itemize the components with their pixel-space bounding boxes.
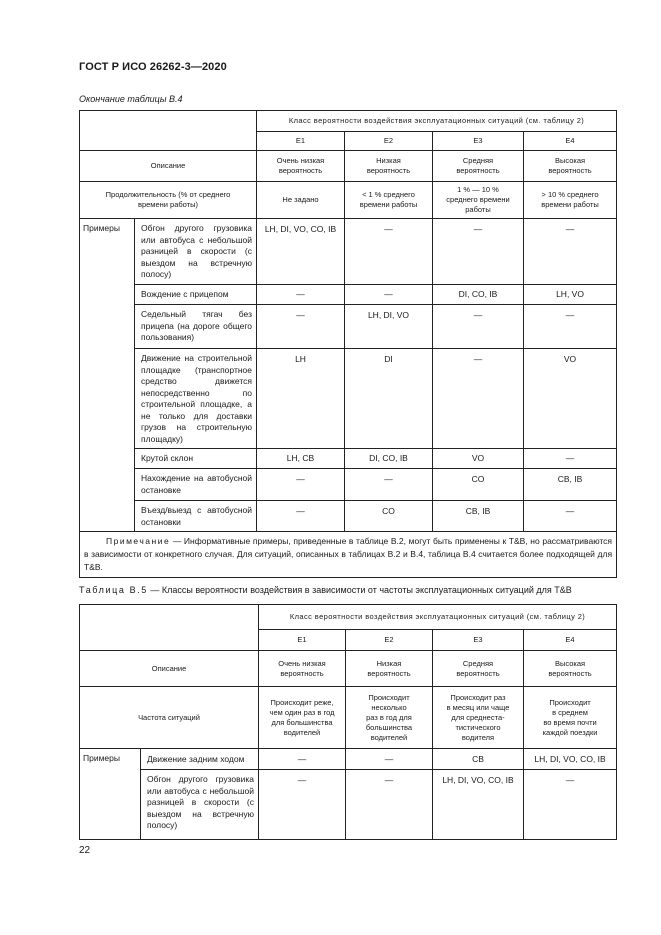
value-cell: DI <box>345 349 433 449</box>
value-cell: LH, DI, VO, CO, IB <box>524 749 617 770</box>
value-cell: — <box>524 770 617 840</box>
class-e4: E4 <box>524 630 617 651</box>
table-b5 <box>79 604 617 840</box>
description-e2: Низкая вероятность <box>345 151 433 182</box>
situation-cell: Движение на строительной площадке (транспортное средство движется непосредственно по строительной площадке, а не только для доставки грузов на строительную площадку) <box>135 349 257 449</box>
value-cell: — <box>257 501 345 532</box>
value-cell: — <box>346 749 433 770</box>
table-b5-corner <box>80 605 259 651</box>
value-cell: — <box>259 770 346 840</box>
value-cell: — <box>524 305 617 349</box>
value-cell: — <box>524 449 617 469</box>
value-cell: — <box>259 749 346 770</box>
examples-label: Примеры <box>80 219 135 532</box>
value-cell: DI, CO, IB <box>433 285 524 305</box>
duration-e3: 1 % — 10 % среднего времени работы <box>433 182 524 219</box>
value-cell: — <box>257 285 345 305</box>
class-e1: E1 <box>257 132 345 151</box>
situation-cell: Обгон другого грузовика или автобуса с небольшой разницей в скорости (с выездом на встречную полосу) <box>141 770 259 840</box>
description-e3: Средняя вероятность <box>433 651 524 687</box>
class-e2: E2 <box>346 630 433 651</box>
value-cell: — <box>433 305 524 349</box>
frequency-e4: Происходит в среднем во время почти каждой поездки <box>524 687 617 749</box>
value-cell: — <box>345 219 433 285</box>
situation-cell: Движение задним ходом <box>141 749 259 770</box>
class-e1: E1 <box>259 630 346 651</box>
frequency-e1: Происходит реже, чем один раз в год для большинства водителей <box>259 687 346 749</box>
document-header-title: ГОСТ Р ИСО 26262-3—2020 <box>79 61 227 73</box>
class-e2: E2 <box>345 132 433 151</box>
situation-cell: Седельный тягач без прицепа (на дороге общего пользования) <box>135 305 257 349</box>
situation-cell: Вождение с прицепом <box>135 285 257 305</box>
situation-cell: Крутой склон <box>135 449 257 469</box>
frequency-e3: Происходит раз в месяц или чаще для среднеста- тистического водителя <box>433 687 524 749</box>
description-e1: Очень низкая вероятность <box>257 151 345 182</box>
value-cell: CO <box>433 469 524 501</box>
value-cell: LH, DI, VO, CO, IB <box>433 770 524 840</box>
description-e1: Очень низкая вероятность <box>259 651 346 687</box>
value-cell: — <box>257 305 345 349</box>
value-cell: DI, CO, IB <box>345 449 433 469</box>
page-number: 22 <box>79 845 91 856</box>
situation-cell: Въезд/выезд с автобусной остановки <box>135 501 257 532</box>
value-cell: LH, VO <box>524 285 617 305</box>
value-cell: — <box>433 219 524 285</box>
note-text: — Информативные примеры, приведенные в таблице В.2, могут быть применены к T&B, но рассматриваются в зависимости от конкретного случая. Для ситуаций, описанных в таблицах В.2 и В.4, таблица В.4 считается более подходящей для T&B. <box>84 536 613 572</box>
value-cell: CB, IB <box>524 469 617 501</box>
value-cell: — <box>433 349 524 449</box>
description-e2: Низкая вероятность <box>346 651 433 687</box>
frequency-label: Частота ситуаций <box>80 687 259 749</box>
table-b4 <box>79 110 617 578</box>
duration-e1: Не задано <box>257 182 345 219</box>
class-e4: E4 <box>524 132 617 151</box>
value-cell: CO <box>345 501 433 532</box>
value-cell: VO <box>524 349 617 449</box>
examples-label: Примеры <box>80 749 141 840</box>
value-cell: LH <box>257 349 345 449</box>
value-cell: LH, DI, VO <box>345 305 433 349</box>
value-cell: — <box>345 469 433 501</box>
table-b4-caption: Окончание таблицы В.4 <box>79 94 183 104</box>
value-cell: LH, CB <box>257 449 345 469</box>
class-e3: E3 <box>433 630 524 651</box>
value-cell: — <box>257 469 345 501</box>
table-b4-class-header: Класс вероятности воздействия эксплуатационных ситуаций (см. таблицу 2) <box>257 111 617 132</box>
value-cell: CB <box>433 749 524 770</box>
duration-e4: > 10 % среднего времени работы <box>524 182 617 219</box>
value-cell: — <box>346 770 433 840</box>
value-cell: — <box>345 285 433 305</box>
situation-cell: Обгон другого грузовика или автобуса с небольшой разницей в скорости (с выездом на встречную полосу) <box>135 219 257 285</box>
table-b5-caption: Таблица В.5 — Классы вероятности воздействия в зависимости от частоты эксплуатационных ситуаций для T&B <box>79 585 572 595</box>
duration-e2: < 1 % среднего времени работы <box>345 182 433 219</box>
table-b5-class-header: Класс вероятности воздействия эксплуатационных ситуаций (см. таблицу 2) <box>259 605 617 630</box>
situation-cell: Нахождение на автобусной остановке <box>135 469 257 501</box>
value-cell: — <box>524 501 617 532</box>
value-cell: VO <box>433 449 524 469</box>
duration-label: Продолжительность (% от среднего времени работы) <box>80 182 257 219</box>
frequency-e2: Происходит несколько раз в год для большинства водителей <box>346 687 433 749</box>
table-b4-note <box>80 532 617 578</box>
note-label: Примечание <box>106 536 171 546</box>
description-label: Описание <box>80 651 259 687</box>
value-cell: — <box>524 219 617 285</box>
class-e3: E3 <box>433 132 524 151</box>
table-b4-corner <box>80 111 257 151</box>
value-cell: LH, DI, VO, CO, IB <box>257 219 345 285</box>
description-e4: Высокая вероятность <box>524 151 617 182</box>
description-e3: Средняя вероятность <box>433 151 524 182</box>
description-e4: Высокая вероятность <box>524 651 617 687</box>
description-label: Описание <box>80 151 257 182</box>
value-cell: CB, IB <box>433 501 524 532</box>
